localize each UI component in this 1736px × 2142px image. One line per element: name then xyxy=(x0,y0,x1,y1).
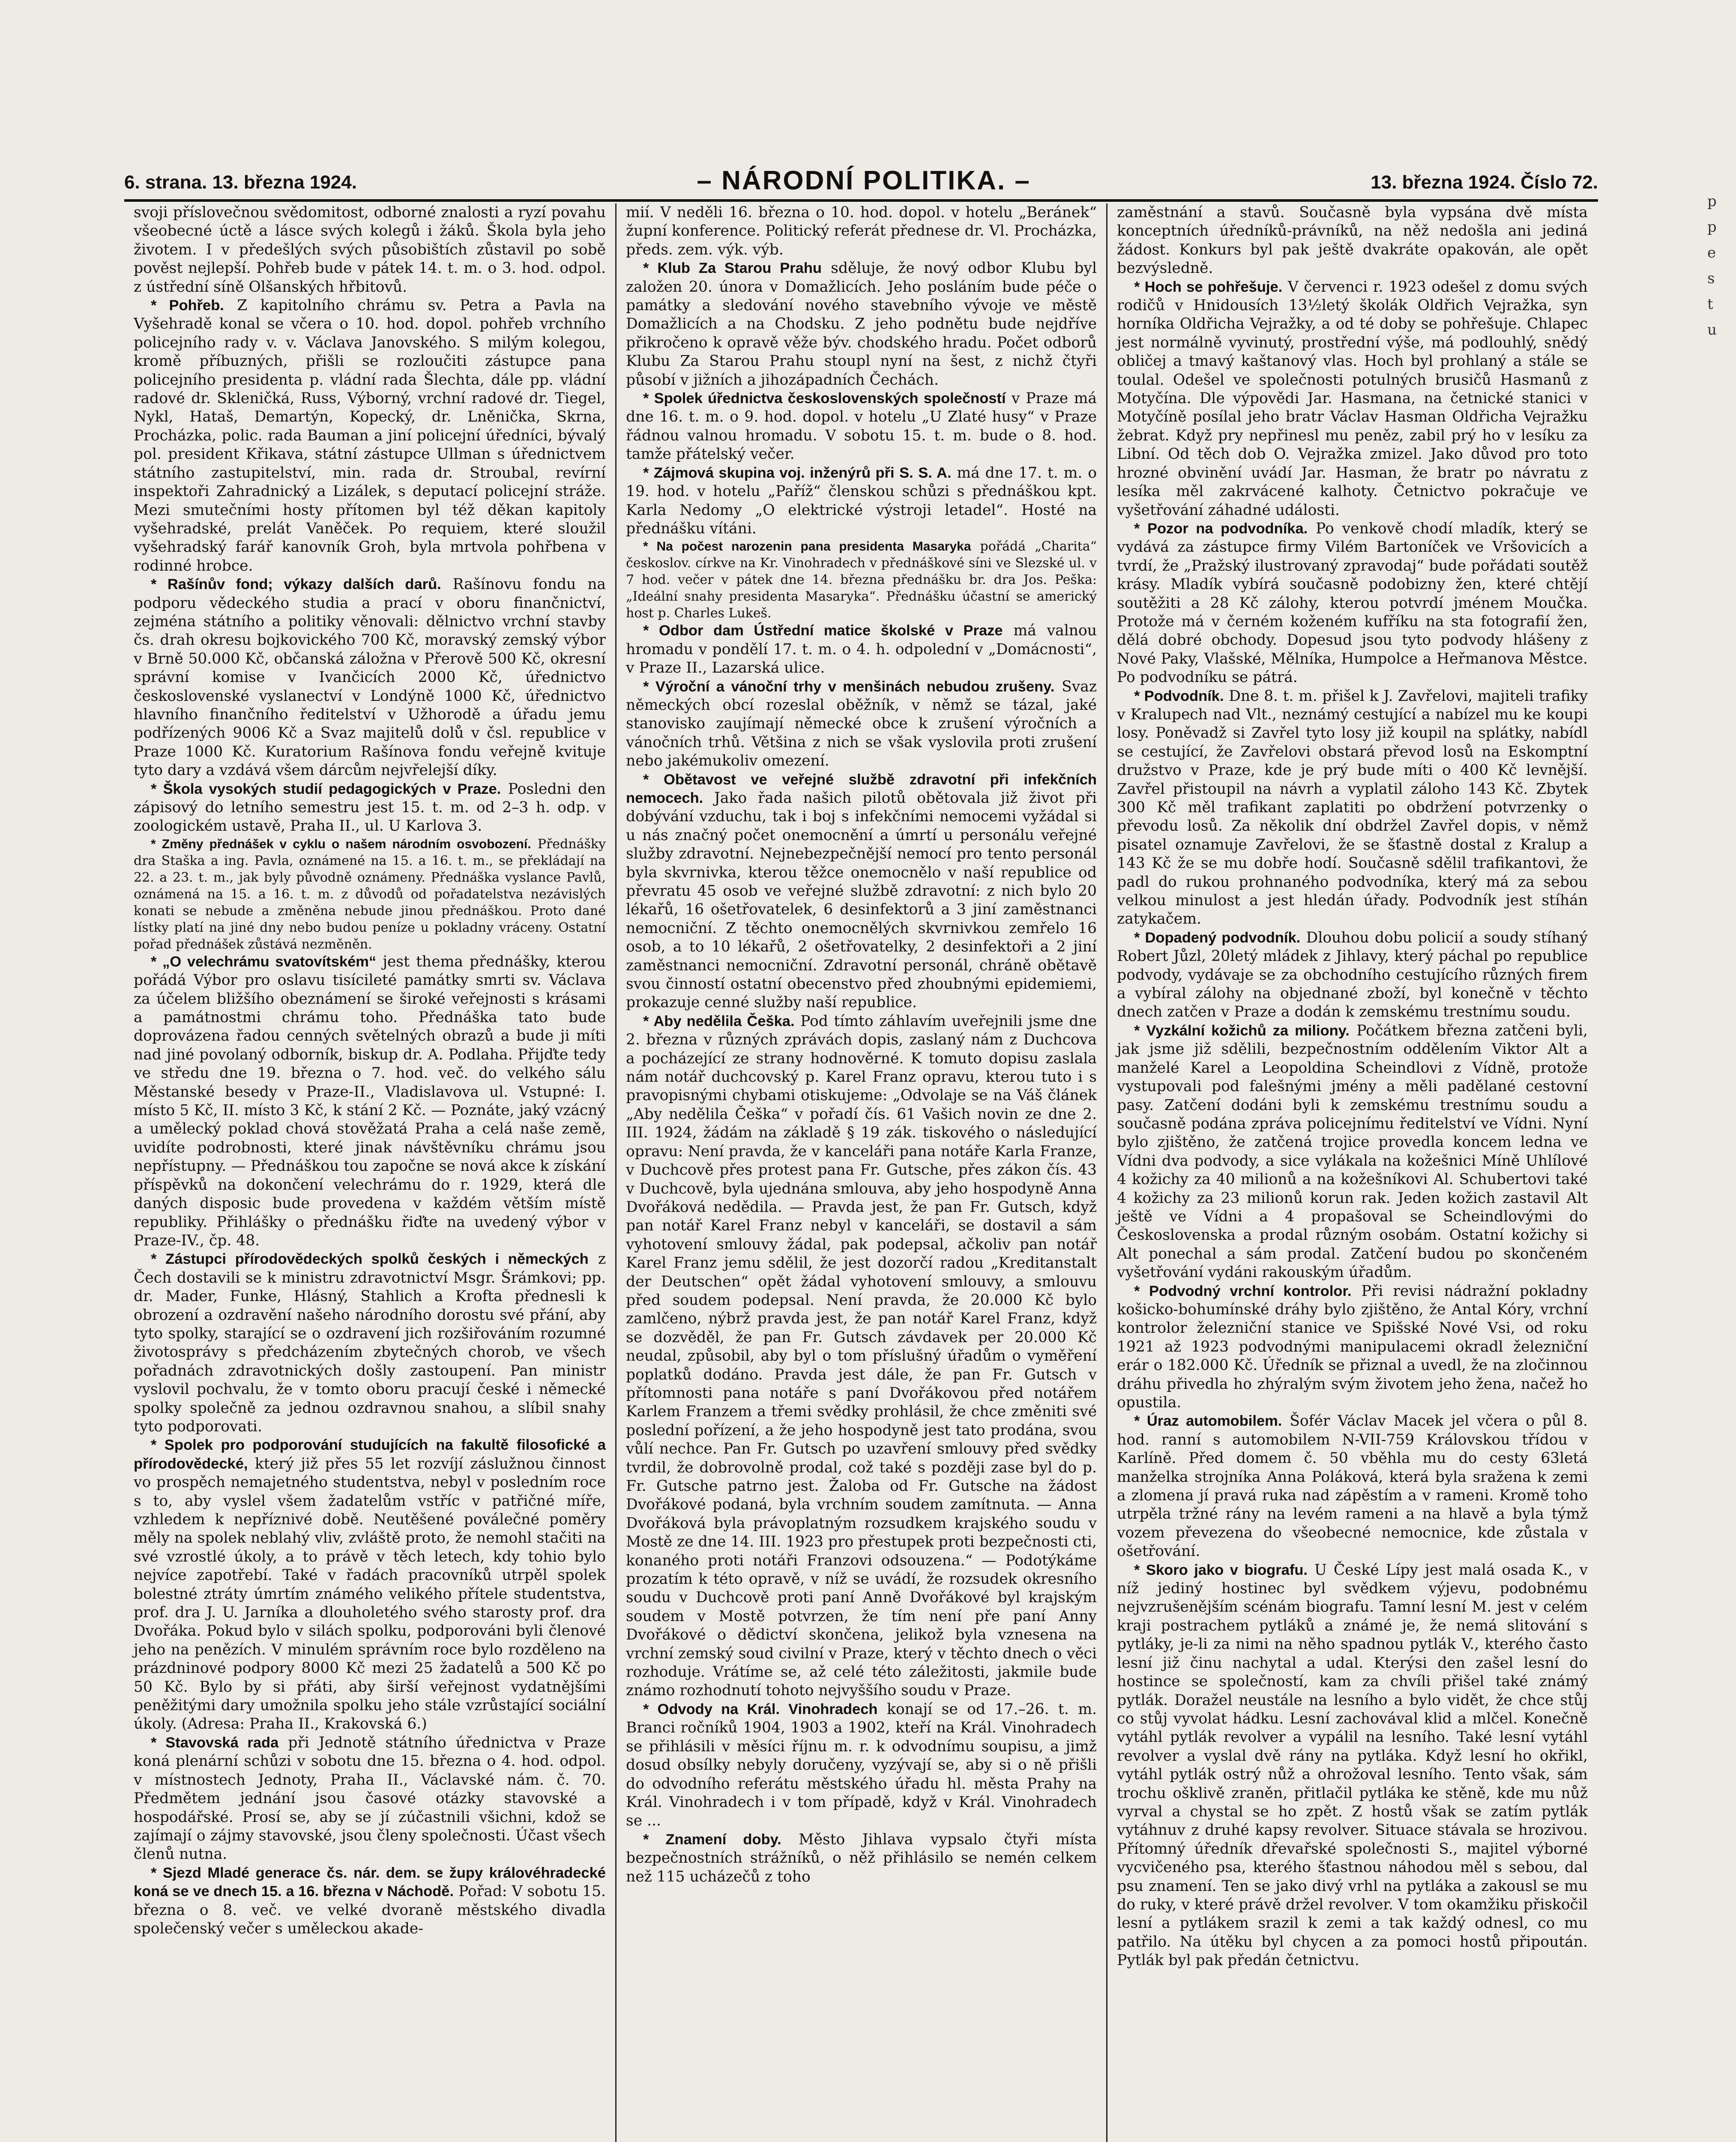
article-heading: * Škola vysokých studií pedagogických v Praze. xyxy=(151,781,501,797)
article-paragraph xyxy=(1117,278,1588,520)
article-paragraph xyxy=(1117,1412,1588,1561)
article-paragraph xyxy=(1117,203,1588,278)
article-heading: * Zájmová skupina voj. inženýrů při S. S. A. xyxy=(643,464,952,481)
article-heading: * Rašínův fond; výkazy dalších darů. xyxy=(151,576,441,593)
header-page-date: 6. strana. 13. března 1924. xyxy=(124,172,357,193)
article-body: má dne 17. t. m. o 19. hod. v hotelu „Paříž“ členskou schůzi s přednáškou kpt. Karla Nedomy „O elektrické výstroji letadel“. Hosté na přednášku vítáni. xyxy=(626,464,1097,537)
article-paragraph xyxy=(1117,687,1588,929)
article-body: U České Lípy jest malá osada K., v níž jediný hostinec byl svědkem výjevu, podobnému nejvzrušenějším scénám biografu. Tamní lesní M. jest v celém kraji postrachem pytláků a známé je, že nemá slitování s pytláky, je-li za nimi na něho spadnou pytlák V., kterého často lesní již činu nachytal a udal. Kterýsi den zašel lesní do hostince se společností, kam za chvíli přišel také známý pytlák. Doražel neustále na lesního a bylo vidět, že chce stůj co stůj vyvolat hádku. Lesní zachovával klid a mlčel. Konečně vytáhl pytlák revolver a vypálil na lesního. Také lesní vytáhl revolver a vyslal dvě rány na pytláka. Když lesní ho okřikl, vytáhl pytlák ostrý nůž a ohrožoval lesního. Tento však, sám trochu ošklivě zraněn, přitlačil pytláka ke stěně, kde mu nůž vyrval a chystal se ho zpět. Z hostů však se zatím pytlák vytáhnuv z druhé kapsy revolver. Situace stávala se hrozivou. Přítomný úředník dřevařské společnosti S., majitel výborné vycvičeného psa, kterého šťastnou náhodou měl s sebou, dal psu znamení. Ten se jako divý vrhl na pytláka a zakousl se mu do ruky, v které právě držel revolver. V tom okamžiku přiskočil lesní a pytlákem srazil k zemi a tak každý odnesl, co mu patřilo. Na útěku byl chycen a za pomoci hostů připoután. Pytlák byl pak předán četnictvu. xyxy=(1117,1561,1588,1969)
article-body: V červenci r. 1923 odešel z domu svých rodičů v Hnidousích 13½letý školák Oldřich Vejražka, syn horníka Oldřicha Vejražky, a od té doby se pohřešuje. Chlapec jest normálně vyvinutý, prostřední výše, má podlouhlý, snědý obličej a tmavý kaštanový vlas. Hoch byl prohlaný a stále se toulal. Odešel ve společnosti potulných brusičů Hasmanů z Motyčína. Dle výpovědi Jar. Hasmana, na četnické stanici v Motyčíně posílal jeho bratr Václav Hasman Oldřicha Vejražku žebrat. Když pry nepřinesl mu peněz, zabil prý ho v lesíku za Libní. Od těch dob O. Vejražka zmizel. Jako důvod pro toto hrozné obvinění uvádí Jar. Hasman, že bratr po návratu z lesíka měl zakrvácené kalhoty. Četnictvo pokračuje ve vyšetřování záhadné události. xyxy=(1117,278,1588,519)
article-heading: * Skoro jako v biografu. xyxy=(1134,1562,1308,1578)
article-paragraph xyxy=(626,538,1097,622)
article-paragraph xyxy=(134,953,606,1250)
article-paragraph xyxy=(1117,929,1588,1022)
article-body: Přednášky dra Staška a ing. Pavla, oznámené na 15. a 16. t. m., se překládají na 22. a 23. t. m., jak byly původně oznámeny. Přednáška vyslance Pavlů, oznámená na 15. a 16. t. m. z důvodů od pořadatelstva nezávislých konati se nebude a změněna nebude jinou přednáškou. Proto dané lístky platí na jiné dny nebo budou peníze u pokladny vráceny. Ostatní pořad přednášek zůstává nezměněn. xyxy=(134,836,606,952)
column-1 xyxy=(124,203,615,2142)
article-heading: * „O velechrámu svatovítském“ xyxy=(151,953,377,970)
article-body: zaměstnání a stavů. Současně byla vypsána dvě místa konceptních úředníků-právníků, na něž nedošla ani jediná žádost. Konkurs byl pak ještě dvakráte opakován, ale opět bezvýsledně. xyxy=(1117,204,1588,277)
article-body: Po venkově chodí mladík, který se vydává za zástupce firmy Vilém Bartoníček ve Vršovicích a tvrdí, že „Pražský ilustrovaný zpravodaj“ bude pořádati soutěž krásy. Mladík vybírá současně podobizny žen, které chtějí soutěžiti a 28 Kč zálohy, kterou potvrdí jménem Moučka. Protože má v černém koženém kufříku na sta fotografií žen, dělá dobré obchody. Dopesud jsou tyto podvody hlášeny z Nové Paky, Vlašské, Mělníka, Humpolce a Heřmanova Městce. Po podvodníku se pátrá. xyxy=(1117,520,1588,686)
article-paragraph xyxy=(626,1012,1097,1700)
edge-letter: p xyxy=(1707,193,1717,210)
article-heading: * Výroční a vánoční trhy v menšinách nebudou zrušeny. xyxy=(643,678,1055,695)
edge-letter: u xyxy=(1707,321,1717,338)
article-heading: * Odbor dam Ústřední matice školské v Praze xyxy=(643,622,1003,639)
article-heading: * Sjezd Mladé generace čs. nár. dem. se župy královéhradecké koná se ve dnech 15. a 16. března v Náchodě. xyxy=(134,1864,606,1900)
article-body: pořádá „Charita“ českoslov. církve na Kr. Vinohradech v přednáškové síni ve Slezské ul. v 7 hod. večer v pátek dne 14. března přednášku br. dra Jos. Peška: „Ideální snahy presidenta Masaryka“. Přednášku účastní se americký host p. Charles Lukeš. xyxy=(626,539,1097,621)
article-heading: * Stavovská rada xyxy=(151,1734,279,1751)
article-body: z Čech dostavili se k ministru zdravotnictví Msgr. Šrámkovi; pp. dr. Mader, Funke, Hlásný, Stahlich a Krofta přednesli k obrození a ozdravění našeho národního dorostu své přání, aby tyto spolky, starající se o ozdravení jich rozšiřováním rozumné životosprávy s předcházením zbytečných chorob, ve všech pořadnách zdravotnických došly zastoupení. Pan ministr vyslovil pochvalu, že v tomto oboru pracují české i německé spolky společně za jednou ozdravnou snahou, a slíbil snahy tyto podporovati. xyxy=(134,1250,606,1435)
article-paragraph xyxy=(626,203,1097,259)
column-3 xyxy=(1106,203,1597,2142)
article-body: Z kapitolního chrámu sv. Petra a Pavla na Vyšehradě konal se včera o 10. hod. dopol. pohřeb vrchního policejního rady v. v. Václava Janovského. S milým kolegou, kromě příbuzných, přišli se rozloučiti zástupce pana policejního presidenta p. vládní rada Šlechta, dále pp. vládní radové dr. Skleničká, Russ, Výborný, vrchní radové dr. Tiegel, Nykl, Hataš, Demartýn, Kopecký, dr. Lněnička, Skrna, Procházka, polic. rada Bauman a jiní policejní úředníci, bývalý pol. president Křikava, státní zástupce Ullman s úřednictvem státního zastupitelství, min. rada dr. Stroubal, revírní inspektoři Zahradnický a Lizálek, s deputací policejní stráže. Mezi smutečními hosty přítomen byl též děkan kapitoly vyšehradské, prelát Vaněček. Po requiem, které sloužil vyšehradský farář kanovník Groh, byla mrtvola pohřbena v rodinné hrobce. xyxy=(134,297,606,574)
article-paragraph xyxy=(626,1831,1097,1886)
edge-letter: s xyxy=(1707,270,1715,287)
article-body: Rašínovu fondu na podporu vědeckého studia a prací v oboru finančnictví, zejména státního a politiky věnovali: dělnictvo vrchní stavby čs. drah okresu bojkovického 700 Kč, moravský zemský výbor v Brně 50.000 Kč, občanská záložna v Přerově 500 Kč, okresní správní komise v Ivančicích 2000 Kč, úřednictvo československé vyslanectví v Londýně 1000 Kč, úřednictvo hlavního finančního ředitelství v Užhorodě a úřadu jemu podřízených 9006 Kč a Svaz majitelů dolů v čsl. republice v Praze 1000 Kč. Kuratorium Rašínova fondu veřejně kvituje tyto dary a vzdává všem dárcům nejvřelejší díky. xyxy=(134,576,606,779)
article-paragraph xyxy=(1117,1282,1588,1412)
article-paragraph xyxy=(1117,1561,1588,1970)
article-body: Jako řada našich pilotů obětovala již život při dobývání vzduchu, tak i boj s infekčními nemocemi vyžádal si u nás značný počet onemocnění a úmrtí u personálu veřejné služby zdravotní. Nejnebezpečnější nemocí pro tento personál byla skvrnivka, kterou těžce onemocnělo v naší republice od převratu 45 osob ve veřejné službě zdravotní: z nich bylo 20 lékařů, 16 ošetřovatelek, 6 desinfektorů a 3 jiní zaměstnanci nemocniční. Z těchto onemocnělých skvrnivkou zemřelo 16 osob, a to 10 lékařů, 2 ošetřovatelky, 2 desinfektoři a 2 jiní zaměstnanci nemocniční. Zdravotní personál, chráně obětavě svou činností ostatní obecenstvo před zhoubnými epidemiemi, prokazuje cenné služby naší republice. xyxy=(626,789,1097,1011)
article-paragraph xyxy=(134,1436,606,1734)
header-issue: 13. března 1924. Číslo 72. xyxy=(1371,172,1598,193)
article-heading: * Dopadený podvodník. xyxy=(1134,929,1301,946)
article-paragraph xyxy=(626,1700,1097,1831)
article-heading: * Spolek úřednictva československých společností xyxy=(643,390,1006,407)
page-header xyxy=(124,152,1598,202)
article-body: Posledni den zápisový do letního semestru jest 15. t. m. od 2–3 h. odp. v zoologickém ustavě, Praha II., ul. U Karlova 3. xyxy=(134,780,606,835)
edge-letter: p xyxy=(1707,218,1717,236)
article-body: Svaz německých obcí rozeslal oběžník, v němž se tázal, jaké stanovisko zaujímají německé obce k zrušení výročních a vánočních trhů. Většina z nich se však vyslovila proti zrušení nebo jakémukoliv omezení. xyxy=(626,678,1097,770)
article-heading: * Podvodný vrchní kontrolor. xyxy=(1134,1283,1352,1299)
article-body: Město Jihlava vypsalo čtyři místa bezpečnostních strážníků, o něž přihlásilo se nemén celkem než 115 ucházečů z toho xyxy=(626,1831,1097,1885)
column-2 xyxy=(615,203,1106,2142)
article-heading: * Aby nedělila Češka. xyxy=(643,1013,795,1029)
article-paragraph xyxy=(626,259,1097,389)
article-body: v Praze má dne 16. t. m. o 9. hod. dopol. v hotelu „U Zlaté husy“ v Praze řádnou valnou hromadu. V sobotu 15. t. m. bude o 8. hod. tamže přátelský večer. xyxy=(626,390,1097,463)
article-body: svoji příslovečnou svědomitost, odborné znalosti a ryzí povahu všeobecné úctě a lásce svých kolegů i žáků. Škola byla jeho životem. I v předešlých svých působištích zůstavil po sobě pověst nejlepší. Pohřeb bude v pátek 14. t. m. o 3. hod. odpol. z ústřední síně Olšanských hřbitovů. xyxy=(134,204,606,296)
article-body: sděluje, že nový odbor Klubu byl založen 20. února v Domažlicích. Jeho posláním bude péče o památky a sledování nového stavebního vývoje ve městě Domažlicích a na Chodsku. Z jeho podnětu bude nejdříve přikročeno k opravě věže býv. chodského hradu. Počet odborů Klubu Za Starou Prahu stoupl nyní na šest, z nichž čtyři působí v jižních a jihozápadních Čechách. xyxy=(626,260,1097,389)
article-body: Počátkem března zatčeni byli, jak jsme již sdělili, bezpečnostním oddělením Viktor Alt a manželé Karel a Leopoldina Scheindlovi z Vídně, protože vystupovali pod falešnými jmény a měli padělané cestovní pasy. Zatčení dodáni byli k zemskému trestnímu soudu a současně podána zpráva policejnímu ředitelství ve Vídni. Nyní bylo zjištěno, že zatčená trojice provedla koncem ledna ve Vídni dva podvody, a sice vylákala na kožešnici Míně Uhlílové 4 kožichy za 40 milionů a na kožešníkovi Al. Schubertovi také 4 kožichy za 23 milionů korun rak. Jeden kožich zastavil Alt ještě ve Vídni a 4 propašoval se Scheindlovými do Československa a prodal různým osobám. Ostatní kožichy si Alt ponechal a sám prodal. Zatčení budou po skončeném vyšetřování vydáni rakouským úřadům. xyxy=(1117,1022,1588,1281)
article-body: mií. V neděli 16. března o 10. hod. dopol. v hotelu „Beránek“ župní konference. Politický referát přednese dr. Vl. Procházka, předs. zem. výk. výb. xyxy=(626,204,1097,258)
article-heading: * Na počest narozenin pana presidenta Masaryka xyxy=(643,539,971,554)
masthead-title: – NÁRODNÍ POLITIKA. – xyxy=(697,166,1031,195)
article-heading: * Znamení doby. xyxy=(643,1831,781,1848)
article-heading: * Vyzkální kožichů za miliony. xyxy=(1134,1022,1350,1039)
article-body: Dne 8. t. m. přišel k J. Zavřelovi, majiteli trafiky v Kralupech nad Vlt., neznámý cestující a nabízel mu ke koupi losy. Poněvadž si Zavřel tyto losy již koupil na splátky, nabídl se cestující, že Zavřelovi obstará převod losů na Eskomptní družstvo v Praze, kde je prý bude míti o 400 Kč levnější. Zavřel přistoupil na návrh a vyplatil záloho 143 Kč. Zbytek 300 Kč měl trafikant zaplatiti po obdržení potvrzenky o převodu losů. Za několik dní obdržel Zavřel dopis, v němž pisatel oznamuje Zavřelovi, že se šťastně dostal z Kralup a 143 Kč že se mu dobře hodí. Současně sdělil trafikantovi, že padl do rukou prohnaného podvodníka, který má za sebou velkou minulost a jest hledán úřady. Podvodník jest stíhán zatykačem. xyxy=(1117,687,1588,928)
adjacent-page-edge xyxy=(1707,188,1733,574)
article-body: Šofér Václav Macek jel včera o půl 8. hod. ranní s automobilem N-VII-759 Královskou třídou v Karlíně. Před domem č. 50 vběhla mu do cesty 63letá manželka strojníka Anna Poláková, která byla sražena k zemi a zlomena jí pravá ruka nad zápěstím a v rameni. Kromě toho utrpěla tržné rány na levém rameni a na hlavě a byla týmž vozem převezena do všeobecné nemocnice, kde zůstala v ošetřování. xyxy=(1117,1412,1588,1560)
article-paragraph xyxy=(134,203,606,296)
article-heading: * Odvody na Král. Vinohradech xyxy=(643,1701,878,1717)
article-heading: * Spolek pro podporování studujících na fakultě filosofické a přírodovědecké, xyxy=(134,1437,606,1472)
edge-letter: e xyxy=(1707,244,1716,261)
article-heading: * Hoch se pohřešuje. xyxy=(1134,278,1283,295)
article-body: Pořad: V sobotu 15. března o 8. več. ve velké dvoraně městského divadla společenský večer s uměleckou akade- xyxy=(134,1883,606,1937)
article-body: při Jednotě státního úřednictva v Praze koná plenární schůzi v sobotu dne 15. března o 4. hod. odpol. v místnostech Jednoty, Praha II., Václavské nám. č. 70. Předmětem jednání jsou časové otázky stavovské a hospodářské. Prosí se, aby se jí zúčastnili všichni, kdož se zajímají o zájmy stavovské, jsou členy společnosti. Účast všech členů nutna. xyxy=(134,1734,606,1863)
article-heading: * Změny přednášek v cyklu o našem národním osvobození. xyxy=(151,837,531,851)
article-paragraph xyxy=(626,389,1097,464)
article-body: konají se od 17.–26. t. m. Branci ročníků 1904, 1903 a 1902, kteří na Král. Vinohradech se přihlásili v měsíci říjnu m. r. k odvodnímu soupisu, a jimž dosud obsílky nebyly doručeny, vyzývají se, aby si o ně přišli do odvodního referátu městského úřadu hl. města Prahy na Král. Vinohradech i v tom případě, když v Král. Vinohradech se ... xyxy=(626,1700,1097,1830)
article-paragraph xyxy=(626,771,1097,1012)
article-body: Při revisi nádražní pokladny košicko-bohumínské dráhy bylo zjištěno, že Antal Kóry, vrchní kontrolor železniční stanice ve Spišské Nové Vsi, od roku 1921 až 1923 podvodnými manipulacemi okradl železniční erár o 182.000 Kč. Úředník se přiznal a uvedl, že na zločinnou dráhu přivedla ho zhýralým svým životem jeho žena, načež ho opustila. xyxy=(1117,1282,1588,1411)
article-heading: * Pohřeb. xyxy=(151,297,224,314)
article-body: který již přes 55 let rozvíjí záslužnou činnost vo prospěch nemajetného studentstva, nebyl v posledním roce s to, aby vyslel všem žadatelům vstříc v patřičné míře, vzhledem k nepříznivé době. Neutěšené poválečné poměry měly na spolek neblahý vliv, zvláště proto, že nemohl stačiti na své vzrostlé úkoly, a to právě v těch letech, kdy tohio bylo nejvíce zapotřebí. Také v řadách pracovníků utrpěl spolek bolestné ztráty úmrtím známého velikého přítele studentstva, prof. dra J. U. Jarníka a dlouholetého svého starosty prof. dra Dvořáka. Pokud bylo v silách spolku, podporováni byli členové jeho na penězích. V minulém správním roce bylo rozděleno na prázdninové podpory 8000 Kč mezi 25 žadatelů a 500 Kč po 50 Kč. Bylo by si přáti, aby širší veřejnost vydatnějšími peněžitými dary umožnila spolku jeho stále vzrůstající sociální úkoly. (Adresa: Praha II., Krakovská 6.) xyxy=(134,1455,606,1733)
article-body: Pod tímto záhlavím uveřejnili jsme dne 2. března v různých zprávách dopis, zaslaný nám z Duchcova a pocházející ze strany hodnověrné. K tomuto dopisu zaslala nám notář duchcovský p. Karel Franz opravu, kterou tuto i s pravopisnými chybami otiskujeme: „Odvolaje se na Váš článek „Aby nedělila Češka“ v pořadí čís. 61 Vašich novin ze dne 2. III. 1924, žádám na základě § 19 zák. tiskového o následující opravu: Není pravda, že v kanceláři pana notáře Karla Franze, v Duchcově přes protest pana Fr. Gutsche, přes zákon čís. 43 v Duchcově, byla ujednána smlouva, aby jeho hospodyně Anna Dvořáková nedědila. — Pravda jest, že pan Fr. Gutsch, když pan notář Karel Franz nebyl v kanceláři, se dostavil a sám vyhotovení smlouvy žádal, pak podepsal, ačkoliv pan notář Karel Franz jemu sdělil, že jest dozorčí radou „Kreditanstalt der Deutschen“ opět žádal vyhotovení smlouvy, a smlouvu před soudem podepsal. Není pravda, že 20.000 Kč bylo zamlčeno, nýbrž pravda jest, že pan notář Karel Franz, když se dozvěděl, že pan Fr. Gutsch závdavek per 20.000 Kč neudal, způsobil, aby byl o tom příslušný úřadům o vyměření poplatků dodáno. Pravda jest dále, že pan Fr. Gutsch v přítomnosti pana notáře s paní Dvořákovou před notářem Karlem Franzem a třemi svědky prohlásil, že chce změniti své poslední pořízení, a že jeho hospodyně jest tato prodána, svou vůlí nechce. Pan Fr. Gutsch po uzavření smlouvy před svědky tvrdil, že dobrovolně prodal, což také s později zase byl do p. Fr. Gutsche patrno jest. Žaloba od Fr. Gutsche na žádost Dvořákové podaná, byla vrchním soudem zamítnuta. — Anna Dvořáková byla právoplatným rozsudkem krajského soudu v Mostě ze dne 14. III. 1923 pro přestupek proti bezpečnosti cti, konaného proti notáři Franzovi odsouzena.“ — Podotýkáme prozatím k této opravě, v níž se uvádí, že rozsudek okresního soudu v Duchcově proti paní Anně Dvořákové byl krajským soudem v Mostě potvrzen, že tím není pře paní Anny Dvořákové o dědictví skončena, jelikož byla vznesena na vrchní zemský soud civilní v Praze, který v těchto dnech o věci rozhoduje. Vrátíme se, až celé této záležitosti, jakmile bude známo rozhodnutí tohoto nejvyššího soudu v Praze. xyxy=(626,1012,1097,1699)
article-body: Dlouhou dobu policií a soudy stíhaný Robert Jůzl, 20letý mládek z Jihlavy, který páchal po republice podvody, vydávaje se za obchodního cestujícího různých firem a vybíral zálohy na objednané zboží, byl konečně v těchto dnech zatčen v Praze a dodán k zemskému trestnímu soudu. xyxy=(1117,929,1588,1021)
article-heading: * Obětavost ve veřejné službě zdravotní při infekčních nemocech. xyxy=(626,771,1097,806)
edge-letter: t xyxy=(1707,296,1713,313)
article-paragraph xyxy=(1117,520,1588,687)
article-paragraph xyxy=(134,780,606,836)
article-body: má valnou hromadu v pondělí 17. t. m. o 4. h. odpolední v „Domácnosti“, v Praze II., Lazarská ulice. xyxy=(626,622,1097,677)
article-paragraph xyxy=(626,678,1097,771)
article-paragraph xyxy=(626,622,1097,677)
article-heading: * Zástupci přírodovědeckých spolků českých i německých xyxy=(151,1251,589,1268)
article-paragraph xyxy=(134,836,606,953)
article-paragraph xyxy=(1117,1022,1588,1282)
article-paragraph xyxy=(134,1250,606,1436)
article-heading: * Podvodník. xyxy=(1134,688,1224,704)
article-heading: * Úraz automobilem. xyxy=(1134,1413,1282,1430)
article-heading: * Pozor na podvodníka. xyxy=(1134,520,1308,537)
article-paragraph xyxy=(134,1734,606,1864)
article-body: jest thema přednášky, kterou pořádá Výbor pro oslavu tisícileté památky smrti sv. Václava za účelem bližšího obeznámení se široké veřejnosti s krásami a památnostmi chrámu toho. Přednáška tato bude doprovázena řadou cenných světelných obrazů a bude ji míti nad jiné povolaný odborník, biskup dr. A. Podlaha. Přijďte tedy ve středu dne 19. března o 7. hod. več. do velkého sálu Městanské besedy v Praze-II., Vladislavova ul. Vstupné: I. místo 5 Kč, II. místo 3 Kč, k stání 2 Kč. — Poznáte, jaký vzácný a umělecký poklad chová stověžatá Praha a celá naše země, uvidíte podrobnosti, které jinak návštěvníku chrámu jsou nepřístupny. — Přednáškou tou započne se nová akce k získání příspěvků na dokončení velechrámu do r. 1929, která dle daných disposic bude provedena v každém větším místě republiky. Přihlášky o přednášku řiďte na uvedený výbor v Praze-IV., čp. 48. xyxy=(134,953,606,1249)
article-paragraph xyxy=(134,296,606,575)
article-paragraph xyxy=(134,575,606,780)
article-paragraph xyxy=(134,1864,606,1939)
article-heading: * Klub Za Starou Prahu xyxy=(643,260,822,277)
article-paragraph xyxy=(626,464,1097,538)
article-columns xyxy=(124,203,1598,2142)
